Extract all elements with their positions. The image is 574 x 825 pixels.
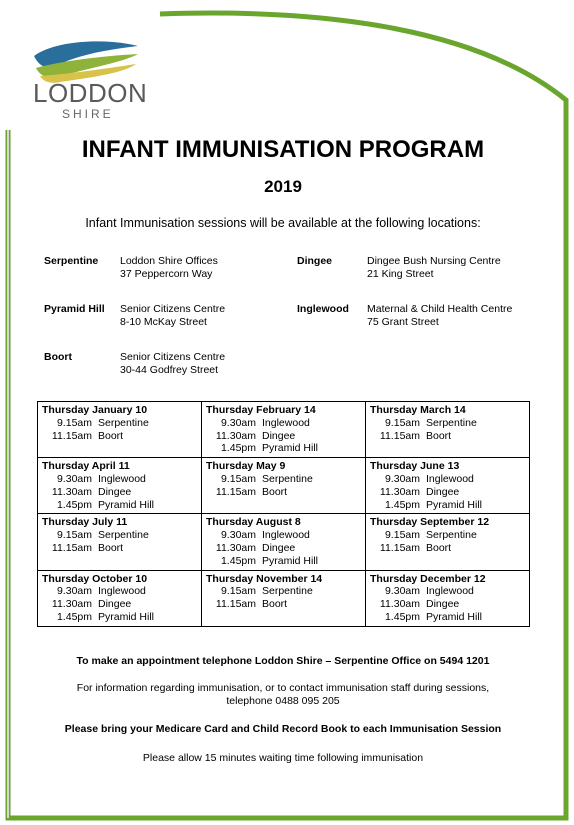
- session-time: 1.45pm: [384, 610, 420, 623]
- session-time: 1.45pm: [220, 442, 256, 455]
- session-entry: [206, 486, 361, 499]
- session-location: Boort: [98, 429, 124, 442]
- location-address-line1: Senior Citizens Centre: [120, 303, 226, 315]
- location-dingee: [297, 255, 547, 283]
- schedule-row: [38, 570, 530, 626]
- schedule-cell: [202, 514, 366, 570]
- session-time: 11.15am: [379, 541, 420, 554]
- location-serpentine: [44, 255, 284, 283]
- session-location: Pyramid Hill: [98, 610, 155, 623]
- schedule-cell: [202, 570, 366, 626]
- schedule-row: [38, 514, 530, 570]
- session-time: 9.15am: [56, 416, 92, 429]
- location-address-line2: 37 Peppercorn Way: [120, 268, 213, 280]
- session-date: Thursday May 9: [206, 460, 286, 473]
- session-entry: [42, 473, 197, 486]
- session-date: Thursday February 14: [206, 404, 316, 416]
- session-entry: [370, 529, 525, 542]
- session-location: Pyramid Hill: [98, 498, 155, 511]
- session-location: Inglewood: [98, 585, 146, 598]
- session-location: Dingee: [262, 429, 296, 442]
- contact-line-1: For information regarding immunisation, or to contact immunisation staff during sessions,: [76, 682, 490, 694]
- session-time: 9.30am: [384, 585, 420, 598]
- logo-subtitle: SHIRE: [62, 107, 114, 121]
- session-date: Thursday June 13: [370, 460, 460, 473]
- contact-line-2: telephone 0488 095 205: [226, 695, 340, 707]
- session-time: 1.45pm: [56, 498, 92, 511]
- session-location: Pyramid Hill: [426, 498, 483, 511]
- location-address-line1: Dingee Bush Nursing Centre: [367, 255, 501, 267]
- session-date: Thursday December 12: [370, 572, 486, 585]
- session-location: Serpentine: [98, 416, 149, 429]
- session-entry: [206, 442, 361, 455]
- session-entry: [42, 499, 197, 512]
- session-location: Serpentine: [426, 529, 477, 542]
- session-time: 11.30am: [379, 598, 420, 611]
- session-time: 9.30am: [56, 585, 92, 598]
- session-entry: [42, 430, 197, 443]
- session-entry: [206, 430, 361, 443]
- session-entry: [206, 542, 361, 555]
- location-address-line2: 8-10 McKay Street: [120, 316, 207, 328]
- session-entry: [206, 585, 361, 598]
- program-year: 2019: [264, 177, 302, 196]
- session-entry: [206, 598, 361, 611]
- session-date: Thursday October 10: [42, 572, 148, 585]
- session-entry: [370, 430, 525, 443]
- session-date: Thursday April 11: [42, 460, 130, 473]
- session-location: Inglewood: [98, 472, 146, 485]
- schedule-table: [37, 401, 530, 627]
- location-address-line1: Maternal & Child Health Centre: [367, 303, 513, 315]
- session-location: Pyramid Hill: [426, 610, 483, 623]
- session-location: Inglewood: [262, 529, 310, 542]
- session-time: 9.15am: [384, 529, 420, 542]
- session-time: 11.15am: [51, 541, 92, 554]
- session-location: Dingee: [426, 485, 460, 498]
- schedule-cell: [366, 458, 530, 514]
- session-date: Thursday August 8: [206, 516, 301, 529]
- session-date: Thursday March 14: [370, 404, 466, 416]
- session-location: Dingee: [262, 541, 296, 554]
- session-location: Serpentine: [426, 416, 477, 429]
- schedule-cell: [202, 458, 366, 514]
- immunisation-contact-info: [0, 682, 566, 708]
- location-address-line2: 75 Grant Street: [367, 316, 439, 328]
- session-entry: [206, 417, 361, 430]
- location-boort: [44, 351, 284, 379]
- session-location: Dingee: [98, 598, 132, 611]
- schedule-row: [38, 458, 530, 514]
- schedule-row: [38, 402, 530, 458]
- session-location: Dingee: [98, 485, 132, 498]
- session-location: Inglewood: [426, 472, 474, 485]
- session-time: 9.15am: [384, 416, 420, 429]
- session-location: Serpentine: [98, 529, 149, 542]
- location-name: Serpentine: [44, 255, 99, 267]
- session-time: 11.30am: [215, 429, 256, 442]
- session-date: Thursday November 14: [206, 572, 323, 585]
- location-name: Boort: [44, 351, 72, 363]
- schedule-cell: [38, 458, 202, 514]
- session-time: 1.45pm: [384, 498, 420, 511]
- session-date: Thursday September 12: [370, 516, 490, 529]
- session-time: 9.15am: [56, 529, 92, 542]
- location-name: Pyramid Hill: [44, 303, 105, 315]
- schedule-cell: [38, 570, 202, 626]
- session-location: Serpentine: [262, 585, 313, 598]
- session-location: Boort: [98, 541, 124, 554]
- page-title: INFANT IMMUNISATION PROGRAM: [81, 136, 485, 163]
- session-location: Boort: [262, 485, 288, 498]
- schedule-cell: [366, 514, 530, 570]
- session-location: Boort: [426, 541, 452, 554]
- session-entry: [42, 598, 197, 611]
- intro-text: Infant Immunisation sessions will be available at the following locations:: [85, 216, 481, 230]
- session-date: Thursday January 10: [42, 404, 148, 416]
- session-time: 1.45pm: [56, 610, 92, 623]
- session-time: 9.15am: [220, 585, 256, 598]
- location-name: Dingee: [297, 255, 333, 267]
- session-time: 9.30am: [220, 416, 256, 429]
- session-time: 11.30am: [215, 541, 256, 554]
- session-entry: [206, 555, 361, 568]
- session-time: 11.15am: [215, 485, 256, 498]
- session-location: Boort: [262, 598, 288, 611]
- schedule-cell: [202, 402, 366, 458]
- session-time: 11.15am: [379, 429, 420, 442]
- session-entry: [370, 473, 525, 486]
- logo-wordmark: LODDON: [33, 78, 148, 108]
- session-entry: [370, 499, 525, 512]
- session-time: 1.45pm: [220, 554, 256, 567]
- session-entry: [370, 417, 525, 430]
- session-entry: [206, 529, 361, 542]
- session-entry: [42, 486, 197, 499]
- session-entry: [370, 611, 525, 624]
- location-address-line2: 21 King Street: [367, 268, 434, 280]
- session-time: 11.30am: [51, 485, 92, 498]
- session-entry: [42, 611, 197, 624]
- session-location: Dingee: [426, 598, 460, 611]
- session-entry: [42, 529, 197, 542]
- session-time: 9.15am: [220, 472, 256, 485]
- location-name: Inglewood: [297, 303, 349, 315]
- bring-documents-note: Please bring your Medicare Card and Child Record Book to each Immunisation Session: [64, 723, 502, 735]
- session-time: 11.30am: [51, 598, 92, 611]
- location-pyramid-hill: [44, 303, 284, 331]
- session-time: 9.30am: [384, 472, 420, 485]
- location-address-line1: Senior Citizens Centre: [120, 351, 226, 363]
- location-inglewood: [297, 303, 547, 331]
- session-location: Pyramid Hill: [262, 554, 319, 567]
- session-location: Serpentine: [262, 472, 313, 485]
- session-location: Inglewood: [262, 416, 310, 429]
- schedule-cell: [38, 402, 202, 458]
- session-time: 11.30am: [379, 485, 420, 498]
- session-entry: [42, 542, 197, 555]
- session-entry: [370, 585, 525, 598]
- session-time: 9.30am: [220, 529, 256, 542]
- schedule-cell: [366, 402, 530, 458]
- schedule-cell: [366, 570, 530, 626]
- session-entry: [370, 598, 525, 611]
- location-address-line1: Loddon Shire Offices: [120, 255, 218, 267]
- session-date: Thursday July 11: [42, 516, 128, 529]
- session-time: 11.15am: [51, 429, 92, 442]
- session-entry: [370, 542, 525, 555]
- session-location: Inglewood: [426, 585, 474, 598]
- appointment-info: To make an appointment telephone Loddon Shire – Serpentine Office on 5494 1201: [76, 655, 490, 667]
- session-entry: [42, 585, 197, 598]
- waiting-time-note: Please allow 15 minutes waiting time following immunisation: [142, 752, 424, 764]
- session-entry: [42, 417, 197, 430]
- session-location: Pyramid Hill: [262, 442, 319, 455]
- schedule-cell: [38, 514, 202, 570]
- location-address-line2: 30-44 Godfrey Street: [120, 364, 219, 376]
- session-time: 9.30am: [56, 472, 92, 485]
- session-time: 11.15am: [215, 598, 256, 611]
- session-entry: [370, 486, 525, 499]
- session-location: Boort: [426, 429, 452, 442]
- session-entry: [206, 473, 361, 486]
